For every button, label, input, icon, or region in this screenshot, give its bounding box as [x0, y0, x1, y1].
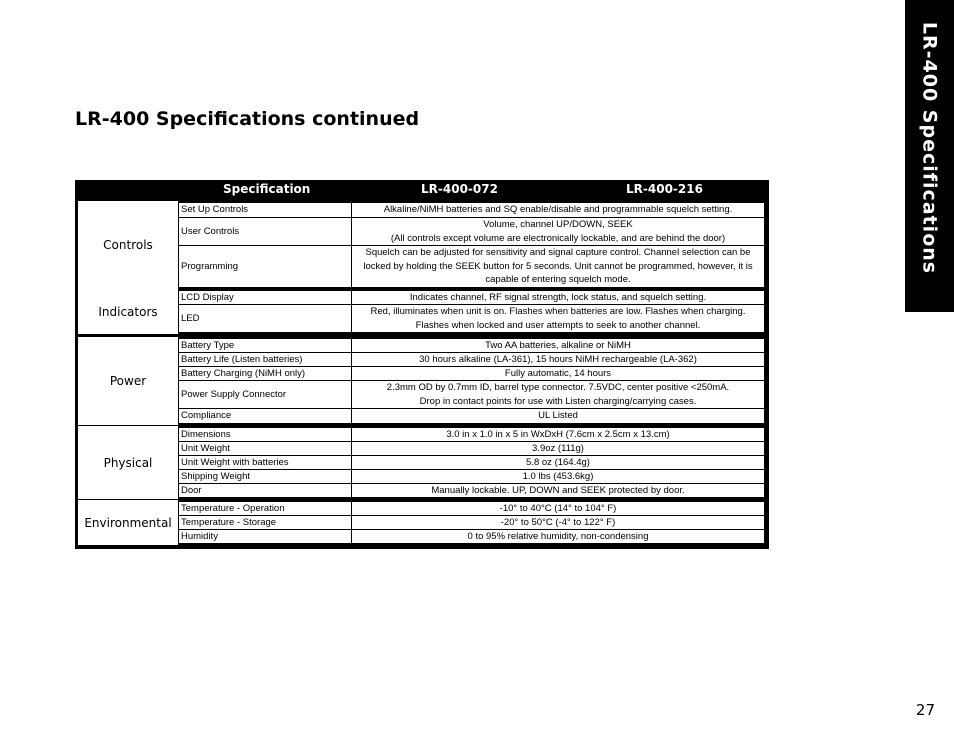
group-power [78, 337, 178, 425]
group-indicators [78, 289, 178, 334]
spec-value [352, 484, 764, 497]
spec-value-text: 1.0 lbs (453.6kg) [522, 470, 594, 482]
spec-name: Temperature - Storage [179, 516, 351, 529]
spec-name: Unit Weight [179, 442, 351, 455]
spec-name: Set Up Controls [179, 203, 351, 217]
spec-value [352, 367, 764, 380]
spec-value [352, 470, 764, 483]
page-number: 27 [915, 701, 935, 719]
spec-value-text: -20° to 50°C (-4° to 122° F) [500, 516, 616, 528]
spec-name: Battery Type [179, 339, 351, 352]
group-physical [78, 426, 178, 499]
spec-value-text: 5.8 oz (164.4g) [526, 456, 590, 468]
spec-value [352, 339, 764, 352]
column-header-specification: Specification [223, 182, 311, 196]
group-label-indicators: Indicators [98, 305, 158, 319]
spec-value [352, 502, 764, 515]
spec-value-text: -10° to 40°C (14° to 104° F) [499, 502, 617, 514]
spec-value-text: Manually lockable. UP, DOWN and SEEK protected by door. [431, 484, 685, 496]
side-tab-label: LR-400 Specifications [918, 21, 941, 275]
spec-name: LED [179, 305, 351, 332]
spec-value [352, 409, 764, 423]
spec-name: User Controls [179, 218, 351, 245]
spec-value-text: 2.3mm OD by 0.7mm ID, barrel type connector. 7.5VDC, center positive <250mA. Drop in contact points for use with Listen charging/carrying cases. [386, 382, 730, 407]
group-label-power: Power [109, 374, 147, 388]
spec-name: Battery Charging (NiMH only) [179, 367, 351, 380]
spec-value [352, 516, 764, 529]
spec-value-text: 30 hours alkaline (LA-361), 15 hours NiMH rechargeable (LA-362) [419, 353, 697, 365]
spec-value-text: Fully automatic, 14 hours [504, 367, 612, 379]
spec-value-text: 3.0 in x 1.0 in x 5 in WxDxH (7.6cm x 2.5cm x 13.cm) [446, 428, 670, 440]
group-environmental [78, 500, 178, 545]
spec-value [352, 442, 764, 455]
spec-value-text: 0 to 95% relative humidity, non-condensing [467, 530, 649, 542]
group-label-controls: Controls [103, 238, 153, 252]
group-label-environmental: Environmental [84, 516, 172, 530]
spec-value-text: Indicates channel, RF signal strength, lock status, and squelch setting. [409, 291, 707, 303]
column-header-lr-400-072: LR-400-072 [421, 182, 498, 196]
spec-name: Door [179, 484, 351, 497]
group-label-physical: Physical [103, 456, 153, 470]
spec-value-text: Red, illuminates when unit is on. Flashes when batteries are low. Flashes when charging. Flashes when locked and user attempts to seek to another channel. [370, 306, 746, 331]
spec-value [352, 353, 764, 366]
spec-name: Humidity [179, 530, 351, 543]
spec-value [352, 218, 764, 245]
spec-value [352, 246, 764, 287]
spec-name: Battery Life (Listen batteries) [179, 353, 351, 366]
spec-name: Programming [179, 246, 351, 287]
spec-value-text: Volume, channel UP/DOWN, SEEK (All controls except volume are electronically lockable, and are behind the door) [390, 219, 726, 244]
spec-value [352, 291, 764, 304]
spec-name: Unit Weight with batteries [179, 456, 351, 469]
spec-name: LCD Display [179, 291, 351, 304]
page-title: LR-400 Specifications continued [75, 108, 420, 130]
spec-value-text: 3.9oz (111g) [532, 442, 584, 454]
spec-value [352, 530, 764, 543]
spec-name: Shipping Weight [179, 470, 351, 483]
spec-value [352, 456, 764, 469]
spec-value-text: UL Listed [538, 410, 578, 422]
side-tab [905, 0, 954, 312]
spec-value [352, 381, 764, 408]
spec-name: Power Supply Connector [179, 381, 351, 408]
spec-value [352, 428, 764, 441]
spec-value [352, 203, 764, 217]
spec-name: Dimensions [179, 428, 351, 441]
spec-name: Temperature - Operation [179, 502, 351, 515]
spec-value-text: Squelch can be adjusted for sensitivity and signal capture control. Channel selection can be locked by holding the SEEK button for 5 seconds. Unit cannot be programmed, however, it is capable of entering squelch mode. [363, 247, 753, 286]
spec-value-text: Two AA batteries, alkaline or NiMH [485, 339, 631, 351]
column-header-lr-400-216: LR-400-216 [626, 182, 703, 196]
spec-value [352, 305, 764, 332]
spec-table [75, 180, 769, 549]
spec-name: Compliance [179, 409, 351, 423]
table-header [75, 180, 769, 198]
group-controls [78, 201, 178, 289]
spec-value-text: Alkaline/NiMH batteries and SQ enable/disable and programmable squelch setting. [383, 204, 733, 216]
